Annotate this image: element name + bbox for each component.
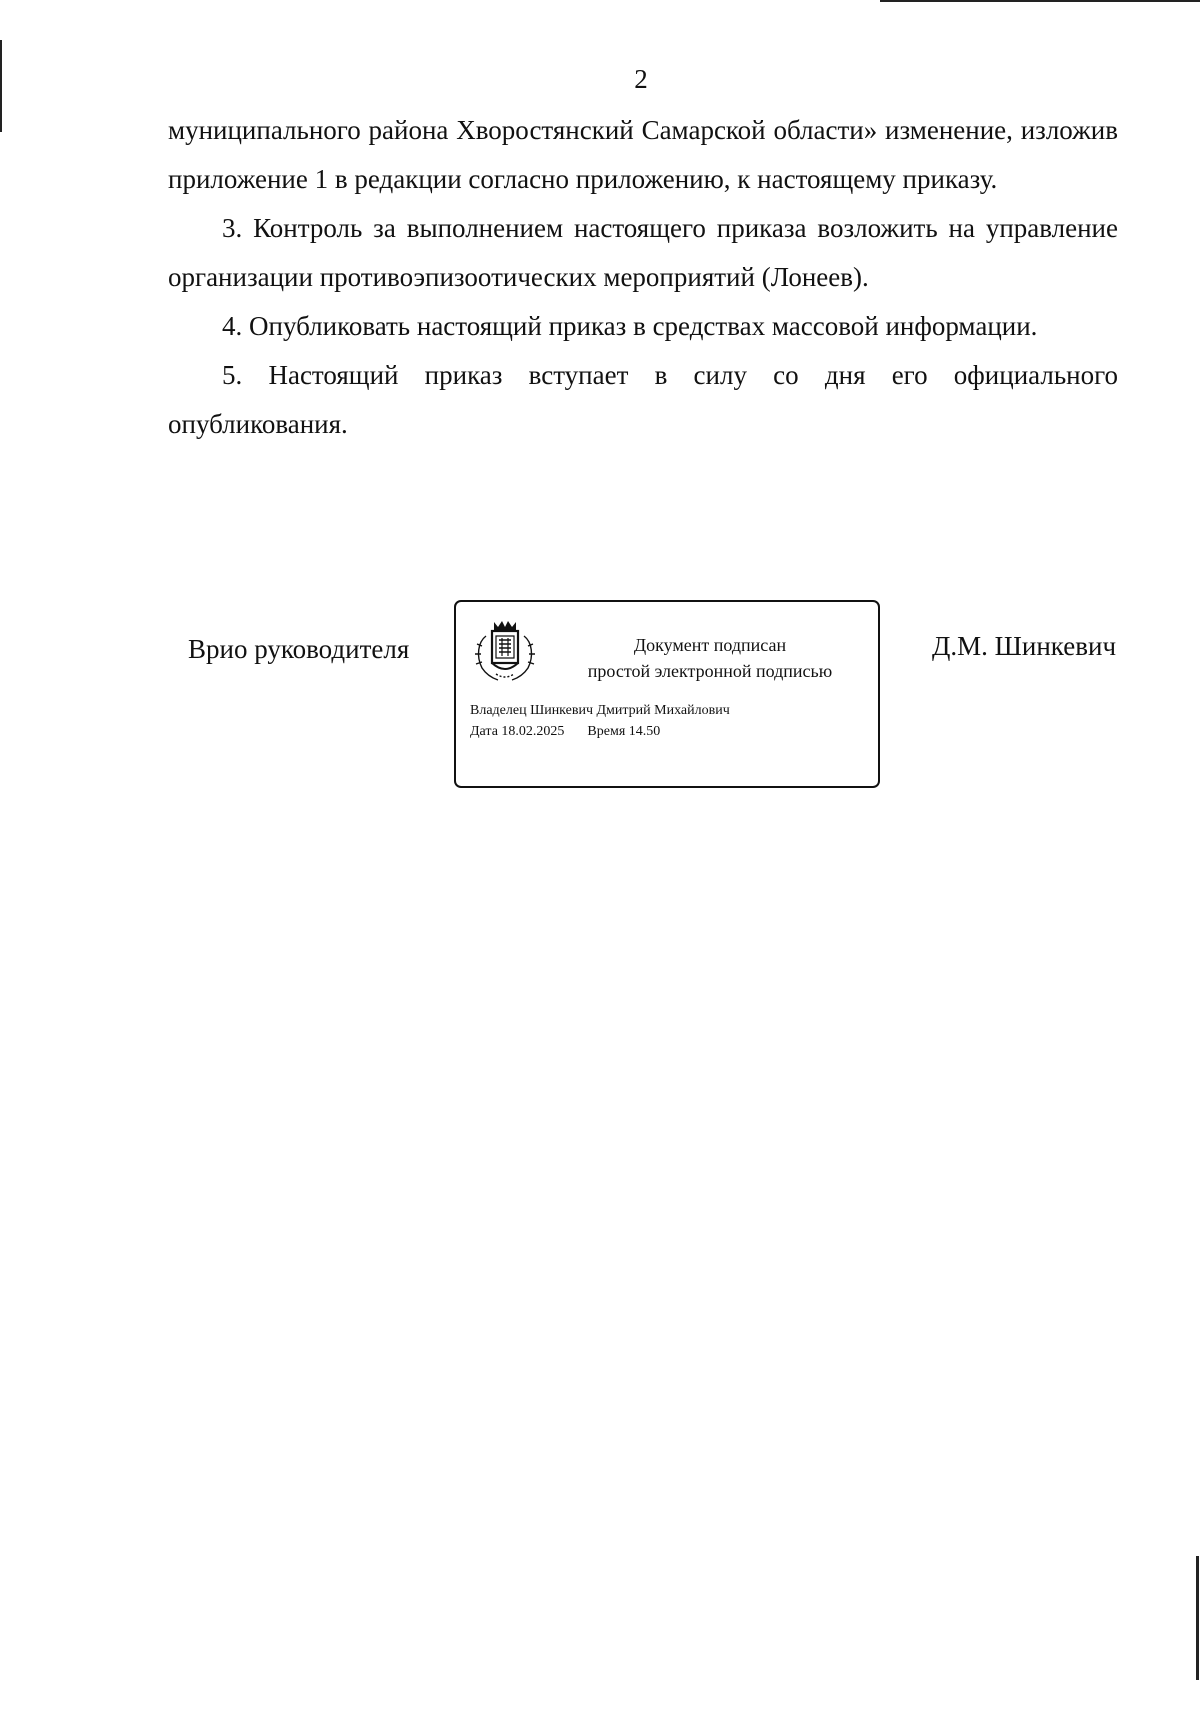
scan-edge-mark-top (880, 0, 1200, 2)
stamp-time-label: Время (587, 724, 626, 739)
stamp-date-label: Дата (470, 724, 498, 739)
stamp-owner (470, 700, 730, 721)
signatory-position: Врио руководителя (188, 634, 410, 664)
stamp-time: 14.50 (628, 724, 661, 739)
document-body (168, 106, 1118, 449)
stamp-title-line-1: Документ подписан (633, 635, 787, 655)
paragraph-item-3: 3. Контроль за выполнением настоящего приказа возложить на управление организации противоэпизоотических мероприятий (Лонеев). (168, 213, 1118, 292)
stamp-owner-name: Шинкевич Дмитрий Михайлович (530, 703, 730, 718)
stamp-date-time (470, 721, 660, 742)
paragraph-item-4: 4. Опубликовать настоящий приказ в средствах массовой информации. (222, 311, 1038, 341)
scan-edge-mark-right (1196, 1556, 1199, 1680)
signatory-name: Д.М. Шинкевич (932, 631, 1117, 661)
electronic-signature-stamp (454, 600, 880, 788)
stamp-title (554, 632, 866, 684)
stamp-title-line-2: простой электронной подписью (587, 661, 833, 681)
paragraph-item-5: 5. Настоящий приказ вступает в силу со дня его официального опубликования. (168, 360, 1118, 439)
stamp-owner-label: Владелец (470, 703, 527, 718)
stamp-date: 18.02.2025 (501, 724, 565, 739)
paragraph-continuation: муниципального района Хворостянский Самарской области» изменение, изложив приложение 1 в редакции согласно приложению, к настоящему приказу. (168, 115, 1118, 194)
coat-of-arms-icon (472, 616, 538, 684)
page-number: 2 (634, 64, 648, 94)
